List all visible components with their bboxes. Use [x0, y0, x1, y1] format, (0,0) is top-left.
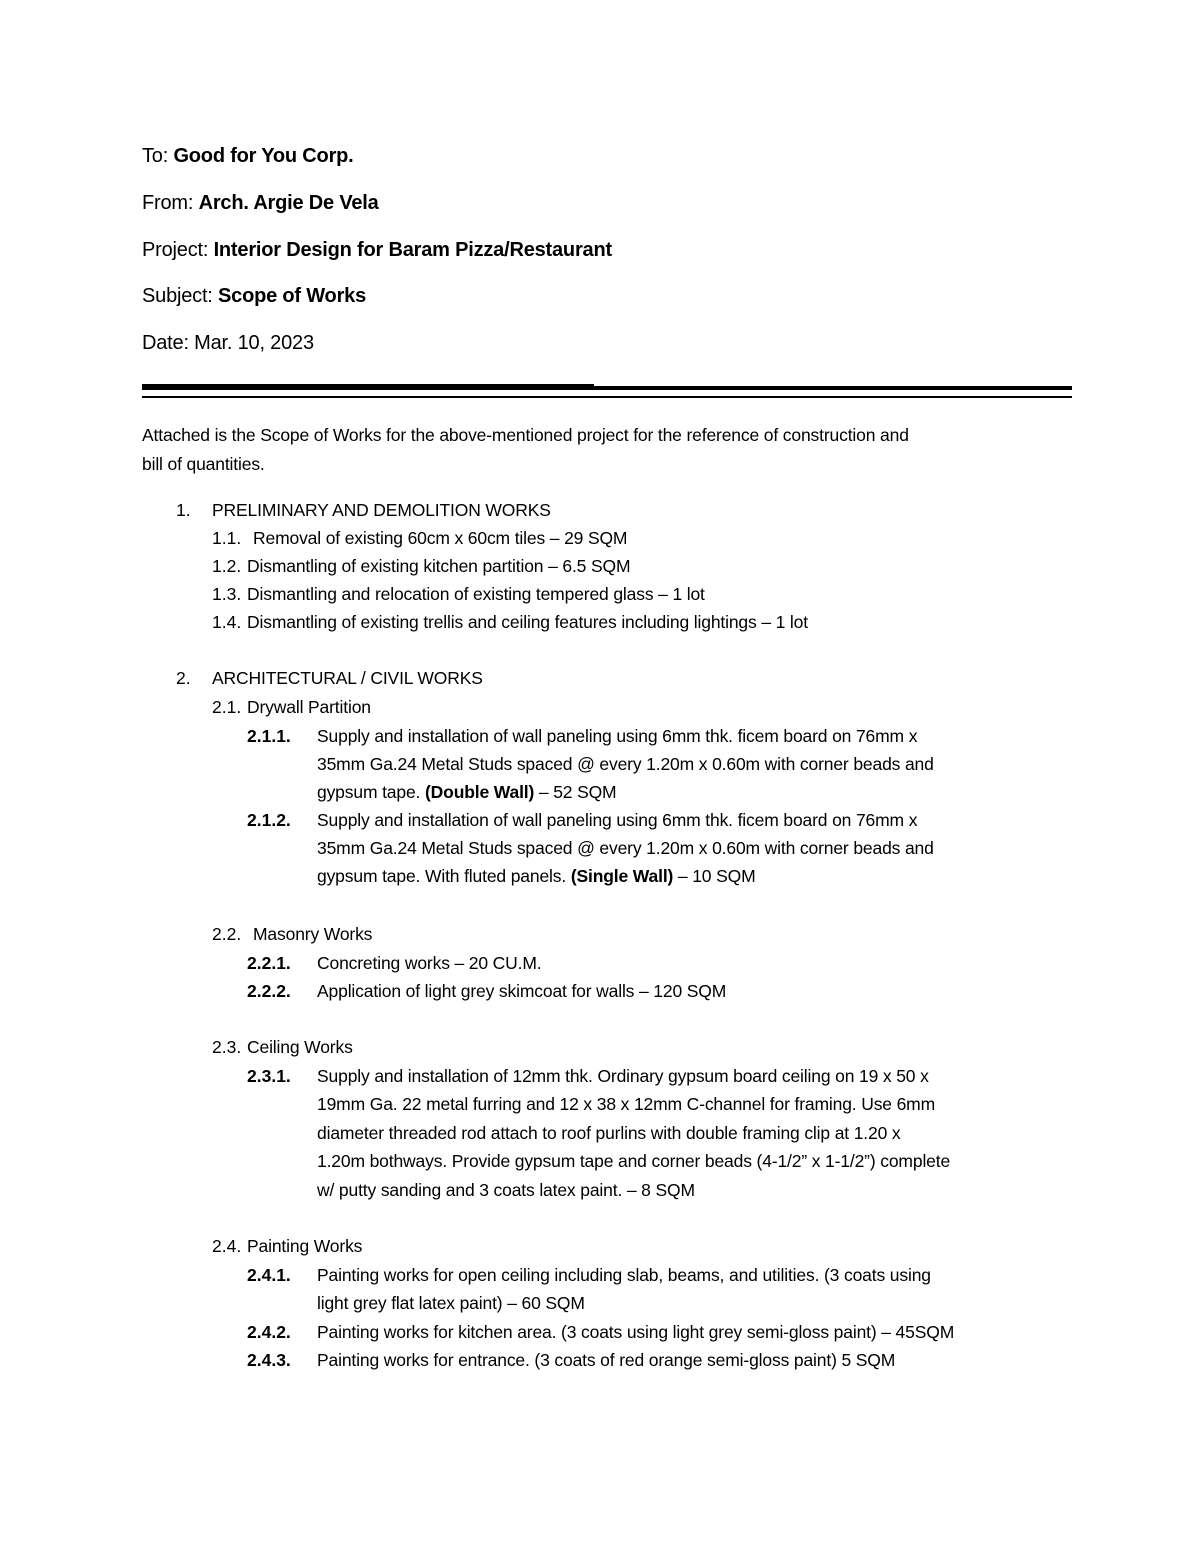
to-label: To: — [142, 145, 174, 167]
from-label: From: — [142, 192, 199, 214]
item-1-3-number: 1.3. — [212, 584, 242, 604]
item-2-4-2-text: Painting works for kitchen area. (3 coats using light grey semi-gloss paint) – 45SQM — [317, 1322, 955, 1342]
intro-line-2: bill of quantities. — [142, 454, 265, 474]
section-1-title: PRELIMINARY AND DEMOLITION WORKS — [212, 500, 551, 520]
date-value: Mar. 10, 2023 — [194, 332, 314, 354]
item-2-4-1-line-1: Painting works for open ceiling including slab, beams, and utilities. (3 coats using — [317, 1265, 931, 1285]
item-2-4-1-number: 2.4.1. — [247, 1265, 291, 1285]
item-2-2-1-text: Concreting works – 20 CU.M. — [317, 953, 542, 973]
item-2-1-2-line-3-pre: gypsum tape. With fluted panels. — [317, 866, 571, 886]
item-2-3-1-line-3: diameter threaded rod attach to roof purlins with double framing clip at 1.20 x — [317, 1123, 901, 1143]
item-2-1-2-line-3 — [317, 862, 756, 891]
item-2-1-1-line-3-post: – 52 SQM — [534, 782, 617, 802]
item-1-4-text: Dismantling of existing trellis and ceiling features including lightings – 1 lot — [247, 612, 808, 632]
item-2-1-2-line-3-bold: (Single Wall) — [570, 866, 674, 886]
item-1-2-text: Dismantling of existing kitchen partition – 6.5 SQM — [247, 556, 631, 576]
item-2-1-2-line-2: 35mm Ga.24 Metal Studs spaced @ every 1.20m x 0.60m with corner beads and — [317, 838, 934, 858]
subsection-2-3-number: 2.3. — [212, 1037, 242, 1057]
item-2-1-1-line-2: 35mm Ga.24 Metal Studs spaced @ every 1.20m x 0.60m with corner beads and — [317, 754, 934, 774]
item-2-2-2-number: 2.2.2. — [247, 981, 291, 1001]
item-2-3-1-line-2: 19mm Ga. 22 metal furring and 12 x 38 x 12mm C-channel for framing. Use 6mm — [317, 1094, 936, 1114]
subsection-2-3-title: Ceiling Works — [247, 1037, 353, 1057]
project-line — [142, 238, 612, 262]
section-2-number: 2. — [176, 668, 191, 688]
subsection-2-1-title: Drywall Partition — [247, 697, 371, 717]
item-2-1-1-line-3 — [317, 778, 616, 807]
subject-value: Scope of Works — [218, 285, 367, 307]
intro-line-1: Attached is the Scope of Works for the above-mentioned project for the reference of construction and — [142, 425, 909, 445]
item-2-4-3-text: Painting works for entrance. (3 coats of red orange semi-gloss paint) 5 SQM — [317, 1350, 896, 1370]
item-2-3-1-number: 2.3.1. — [247, 1066, 291, 1086]
item-2-1-1-line-3-bold: (Double Wall) — [424, 782, 535, 802]
subject-line — [142, 284, 366, 308]
subsection-2-2-number: 2.2. — [212, 924, 242, 944]
item-2-3-1-line-5: w/ putty sanding and 3 coats latex paint. – 8 SQM — [317, 1180, 695, 1200]
item-2-1-1-line-3-pre: gypsum tape. — [317, 782, 425, 802]
header-rule-thin — [142, 396, 1072, 398]
project-label: Project: — [142, 239, 214, 261]
item-2-1-2-line-1: Supply and installation of wall paneling using 6mm thk. ficem board on 76mm x — [317, 810, 918, 830]
section-2-title: ARCHITECTURAL / CIVIL WORKS — [212, 668, 483, 688]
item-2-4-1-line-2: light grey flat latex paint) – 60 SQM — [317, 1293, 585, 1313]
item-2-1-1-line-1: Supply and installation of wall paneling using 6mm thk. ficem board on 76mm x — [317, 726, 918, 746]
date-label: Date: — [142, 332, 195, 354]
item-2-1-2-line-3-post: – 10 SQM — [673, 866, 756, 886]
subsection-2-4-title: Painting Works — [247, 1236, 363, 1256]
item-1-1-number: 1.1. — [212, 528, 242, 548]
item-1-4-number: 1.4. — [212, 612, 242, 632]
item-1-2-number: 1.2. — [212, 556, 242, 576]
subject-label: Subject: — [142, 285, 219, 307]
date-line — [142, 331, 314, 355]
item-2-3-1-line-1: Supply and installation of 12mm thk. Ordinary gypsum board ceiling on 19 x 50 x — [317, 1066, 929, 1086]
item-2-2-1-number: 2.2.1. — [247, 953, 291, 973]
section-1-number: 1. — [176, 500, 191, 520]
to-line — [142, 144, 354, 168]
from-line — [142, 191, 379, 215]
item-2-1-1-number: 2.1.1. — [247, 726, 291, 746]
item-2-1-2-number: 2.1.2. — [247, 810, 291, 830]
item-2-2-2-text: Application of light grey skimcoat for walls – 120 SQM — [317, 981, 727, 1001]
item-2-4-3-number: 2.4.3. — [247, 1350, 291, 1370]
from-value: Arch. Argie De Vela — [198, 192, 379, 214]
header-rule-thick — [142, 386, 1072, 390]
item-2-4-2-number: 2.4.2. — [247, 1322, 291, 1342]
item-1-3-text: Dismantling and relocation of existing tempered glass – 1 lot — [247, 584, 705, 604]
subsection-2-1-number: 2.1. — [212, 697, 242, 717]
to-value: Good for You Corp. — [173, 145, 354, 167]
project-value: Interior Design for Baram Pizza/Restaurant — [213, 239, 612, 261]
item-2-3-1-line-4: 1.20m bothways. Provide gypsum tape and corner beads (4-1/2” x 1-1/2”) complete — [317, 1151, 951, 1171]
subsection-2-4-number: 2.4. — [212, 1236, 242, 1256]
item-1-1-text: Removal of existing 60cm x 60cm tiles – 29 SQM — [253, 528, 628, 548]
subsection-2-2-title: Masonry Works — [253, 924, 373, 944]
